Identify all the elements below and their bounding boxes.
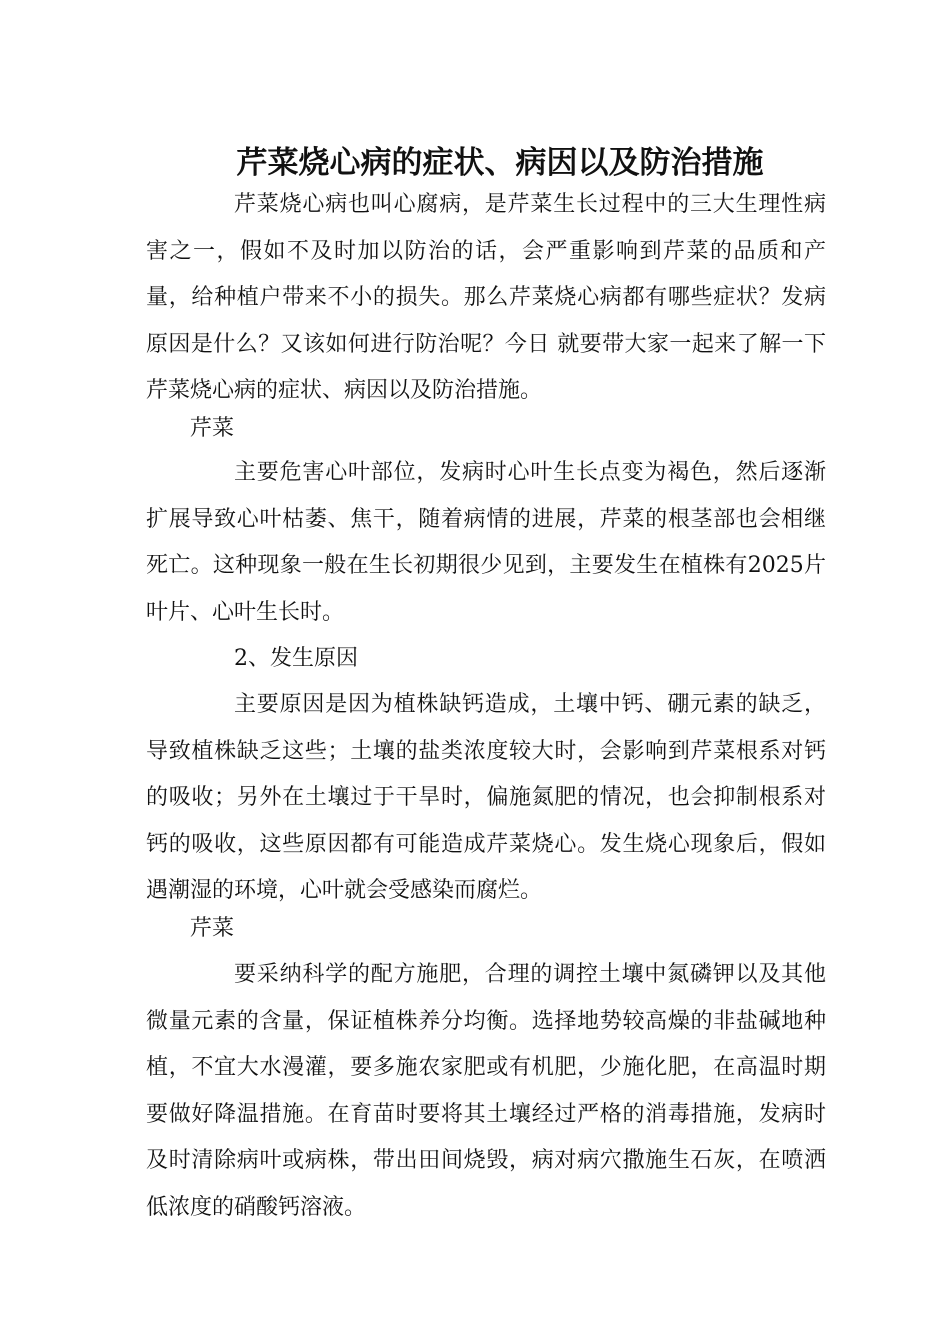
symptoms-paragraph: 主要危害心叶部位，发病时心叶生长点变为褐色，然后逐渐扩展导致心叶枯萎、焦干，随着病情的进展，芹菜的根茎部也会相继死亡。这种现象一般在生长初期很少见到，主要发生在植株有2025片叶片、心叶生长时。 — [146, 460, 826, 625]
prevention-paragraph: 要采纳科学的配方施肥，合理的调控土壤中氮磷钾以及其他微量元素的含量，保证植株养分均衡。选择地势较高燥的非盐碱地种植，不宜大水漫灌，要多施农家肥或有机肥，少施化肥，在高温时期要做好降温措施。在育苗时要将其土壤经过严格的消毒措施，发病时及时清除病叶或病株，带出田间烧毁，病对病穴撒施生石灰，在喷洒低浓度的硝酸钙溶液。 — [146, 962, 826, 1220]
page-title: 芹菜烧心病的症状、病因以及防治措施 — [236, 144, 764, 181]
section-heading-celery-1: 芹菜 — [190, 416, 235, 441]
section-heading-causes: 2、发生原因 — [234, 646, 358, 671]
causes-paragraph: 主要原因是因为植株缺钙造成，土壤中钙、硼元素的缺乏，导致植株缺乏这些；土壤的盐类浓度较大时，会影响到芹菜根系对钙的吸收；另外在土壤过于干旱时，偏施氮肥的情况，也会抑制根系对钙的吸收，这些原因都有可能造成芹菜烧心。发生烧心现象后，假如遇潮湿的环境，心叶就会受感染而腐烂。 — [146, 692, 826, 903]
intro-paragraph: 芹菜烧心病也叫心腐病，是芹菜生长过程中的三大生理性病害之一，假如不及时加以防治的话，会严重影响到芹菜的品质和产量，给种植户带来不小的损失。那么芹菜烧心病都有哪些症状？发病原因是什么？又该如何进行防治呢？今日 就要带大家一起来了解一下芹菜烧心病的症状、病因以及防治措施。 — [146, 192, 826, 403]
section-heading-celery-2: 芹菜 — [190, 916, 235, 941]
